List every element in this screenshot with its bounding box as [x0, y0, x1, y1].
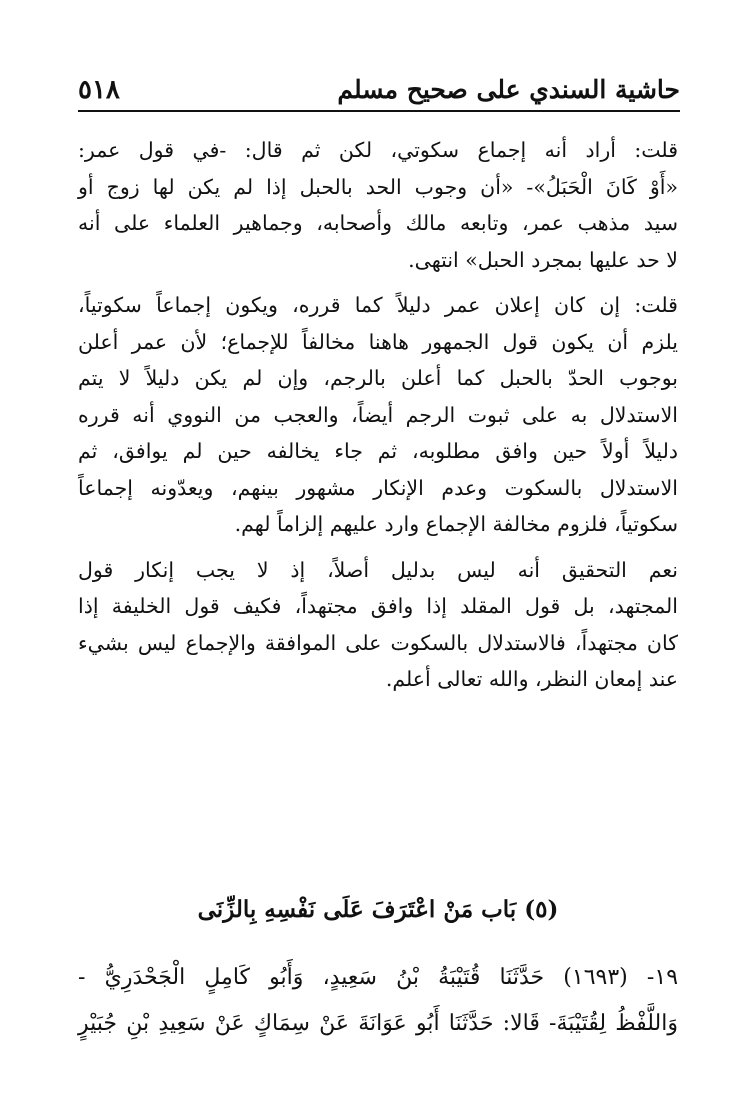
text-line: دليلاً أولاً حين وافق مطلوبه، ثم جاء يخالفه حين لم يوافق، ثم	[78, 439, 678, 463]
text-line: سيد مذهب عمر، وتابعه مالك وأصحابه، وجماهير العلماء على أنه	[78, 211, 678, 235]
text-line: سكوتياً، فلزوم مخالفة الإجماع وارد عليهم إلزاماً لهم.	[234, 512, 678, 536]
page-header	[78, 70, 680, 112]
running-title: حاشية السندي على صحيح مسلم	[337, 75, 680, 104]
paragraph-3	[78, 552, 678, 698]
text-line: قلت: إن كان إعلان عمر دليلاً كما قرره، ويكون إجماعاً سكوتياً،	[78, 293, 678, 317]
text-line: الاستدلال بالسكوت وعدم الإنكار مشهور بينهم، ويعدّونه إجماعاً	[78, 475, 678, 500]
text-line: المجتهد، بل قول المقلد إذا وافق مجتهداً، فكيف قول الخليفة إذا	[78, 594, 678, 618]
hadith-line: وَاللَّفْظُ لِقُتَيْبَةَ- قَالا: حَدَّثَنَا أَبُو عَوَانَةَ عَنْ سِمَاكٍ عَنْ سَعِيدِ بْنِ جُبَيْرٍ	[78, 1011, 678, 1036]
paragraph-1	[78, 132, 678, 278]
text-line: الاستدلال به على ثبوت الرجم أيضاً، والعجب من النووي أنه قرره	[78, 402, 678, 427]
text-line: لا حد عليها بمجرد الحبل» انتهى.	[408, 247, 678, 272]
page-number: ٥١٨	[78, 75, 120, 105]
commentary-body	[78, 132, 678, 698]
text-line: يلزم أن يكون قول الجمهور هاهنا مخالفاً للإجماع؛ لأن عمر أعلن	[78, 329, 678, 354]
hadith-text	[78, 955, 678, 1047]
text-line: «أَوْ كَانَ الْحَبَلُ»- «أن وجوب الحد بالحبل إذا لم يكن لها زوج أو	[78, 174, 678, 199]
hadith-line: ١٩- (١٦٩٣) حَدَّثَنَا قُتَيْبَةُ بْنُ سَعِيدٍ، وَأَبُو كَامِلٍ الْجَحْدَرِيُّ -	[78, 965, 679, 990]
text-line: عند إمعان النظر، والله تعالى أعلم.	[385, 667, 678, 691]
text-line: كان مجتهداً، فالاستدلال بالسكوت على الموافقة والإجماع ليس بشيء	[78, 630, 678, 655]
text-line: بوجوب الحدّ بالحبل كما أعلن بالرجم، وإن لم يكن دليلاً لا يتم	[78, 366, 678, 390]
paragraph-2	[78, 287, 678, 543]
text-line: قلت: أراد أنه إجماع سكوتي، لكن ثم قال: -في قول عمر:	[78, 138, 678, 162]
chapter-heading: (٥) بَاب مَنْ اعْتَرَفَ عَلَى نَفْسِهِ بِالزِّنَى	[197, 896, 559, 923]
text-line: نعم التحقيق أنه ليس بدليل أصلاً، إذ لا يجب إنكار قول	[78, 557, 678, 582]
